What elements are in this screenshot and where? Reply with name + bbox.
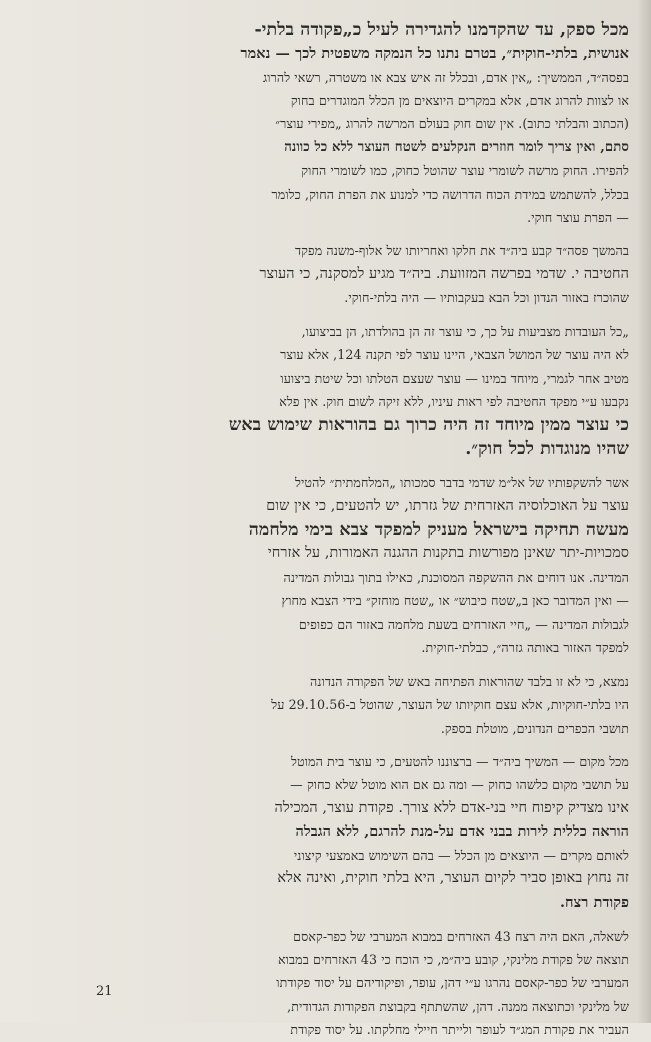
text-line: — הפרת עוצר חוקי. xyxy=(527,210,629,226)
text-line: תושבי הכפרים הנדונים, מוטלת בספק. xyxy=(440,720,629,736)
text-line: של מלינקי וכתוצאה ממנה. דהן, שהשתתף בקבוצת הפקודות הגדודית, xyxy=(287,998,629,1014)
text-line: עוצר על האוכלוסיה האזרחית של גזרתו, יש להטעים, כי אין שום xyxy=(266,497,629,514)
text-line: אינו מצדיק קיפוח חיי בני-אדם ללא צורך. פקודת עוצר, המכילה xyxy=(274,799,629,816)
paragraph-6 xyxy=(20,750,629,915)
text-line: „כל העובדות מצביעות על כך, כי עוצר זה הן בהולדתו, הן בביצועו, xyxy=(301,323,629,339)
text-line: מכל ספק, עד שהקדמנו להגדירה לעיל כ„פקודה בלתי- xyxy=(254,20,629,40)
text-line: מכל מקום — המשיך ביה״ד — ברצוננו להטעים, כי עוצר בית המוטל xyxy=(291,753,629,769)
text-line: אשר להשקפותיו של אל״מ שדמי בדבר סמכותו „המלחמתית״ להטיל xyxy=(295,475,629,491)
paragraph-4 xyxy=(20,471,629,659)
text-line: החטיבה י. שדמי בפרשה המזוועת. ביה״ד מגיע למסקנה, כי העוצר xyxy=(259,265,629,282)
text-line: לשאלה, האם היה רצח 43 האזרחים במבוא המערבי של כפר-קאסם xyxy=(293,928,629,944)
text-line: מטיב אחר לגמרי, מיוחד במינו — עוצר שעצם הטלתו וכל שיטת ביצועו xyxy=(280,370,629,386)
text-line: לא היה עוצר של המושל הצבאי, היינו עוצר לפי תקנה 124, אלא עוצר xyxy=(280,347,629,363)
text-line: שהוכרז באזור הנדון וכל הבא בעקבותיו — היה בלתי-חוקי. xyxy=(344,290,629,306)
text-line: או לצוות להרוג אדם, אלא במקרים היוצאים מן הכלל המוגדרים בחוק xyxy=(290,93,629,108)
paragraph-3 xyxy=(20,320,629,462)
text-line: — ואין המדובר כאן ב„שטח כיבוש״ או „שטח מוחזק״ בידי הצבא מחוץ xyxy=(281,593,629,609)
text-line: לגבולות המדינה — „חיי האזרחים בשעת מלחמה באזור הם כפופים xyxy=(298,616,629,632)
text-line: מעשה תחיקה בישראל מעניק למפקד צבא בימי מלחמה xyxy=(248,520,629,541)
text-line: להפירו. החוק מרשה לשומרי עוצר שהוטל כחוק, כמו לשומרי החוק xyxy=(301,163,629,179)
text-line: פקודת רצח. xyxy=(559,893,629,911)
paragraph-1 xyxy=(20,18,629,229)
text-line: סתם, ואין צריך לומר חוזרים הנקלעים לשטח העוצר ללא כל כוונה xyxy=(284,139,629,155)
text-line: זה נחוץ באופן סביר לקיום העוצר, היא בלתי חוקית, ואינה אלא xyxy=(277,870,629,887)
text-line: המדינה. אנו דוחים את ההשקפה המסוכנת, כאילו בתוך גבולות המדינה xyxy=(283,570,629,586)
text-line: הוראה כללית לירות בבני אדם על-מנת להרגם, ללא הגבלה xyxy=(295,823,629,841)
page-number: 21 xyxy=(96,984,113,999)
text-line: בהמשך פסה״ד קבע ביה״ד את חלקו ואחריותו של אלוף-משנה מפקד xyxy=(295,243,629,259)
text-line: לאותם מקרים — היוצאים מן הכלל — בהם השימוש באמצעי קיצוני xyxy=(293,847,629,863)
text-line: כי עוצר ממין מיוחד זה היה כרוך גם בהוראות שימוש באש xyxy=(228,415,629,436)
text-line: תוצאה של פקודת מלינקי, קובע ביה״מ, כי הוכח כי 43 האזרחים במבוא xyxy=(278,951,629,967)
text-line: סמכויות-יתר שאינן מפורשות בתקנות ההגנה האמורות, על אזרחי xyxy=(267,545,629,562)
text-line: בפסה״ד, הממשיך: „אין אדם, ובכלל זה איש צבא או משטרה, רשאי להרוג xyxy=(263,69,629,85)
text-line: (הכתוב והבלתי כתוב). אין שום חוק בעולם המרשה להרוג „מפירי עוצר״ xyxy=(275,116,629,132)
text-line: נקבעו ע״י מפקד החטיבה לפי ראות עיניו, ללא זיקה לשום חוק. אין פלא xyxy=(279,394,629,410)
text-line: שהיו מנוגדות לכל חוק״. xyxy=(465,439,629,460)
text-line: בכלל, להשתמש במידת הכוח הדרושה כדי למנוע את הפרת החוק, כלומר xyxy=(271,186,629,202)
paragraph-2 xyxy=(20,239,629,309)
text-line: על תושבי מקום כלשהו כחוק — ומה גם אם הוא מוטל שלא כחוק — xyxy=(290,777,629,793)
paragraph-5 xyxy=(20,670,629,740)
text-line: אנושית, בלתי-חוקית״, בטרם נתנו כל הנמקה משפטית לכך — נאמר xyxy=(240,45,629,62)
text-line: נמצא, כי לא זו בלבד שהוראות הפתיחה באש של הפקודה הנדונה xyxy=(310,673,629,689)
text-line: היו בלתי-חוקיות, אלא עצם חוקיותו של העוצר, שהוטל ב-29.10.56 על xyxy=(271,697,629,713)
text-line: העביר את פקודת המג״ד לעופר ולייתר חיילי מחלקתו. על יסוד פקודת xyxy=(290,1022,629,1038)
text-line: למפקד האזור באותה גזרה״, כבלתי-חוקית. xyxy=(421,640,629,656)
text-line: המערבי של כפר-קאסם נהרגו ע״י דהן, עופר, ופיקודיהם על יסוד פקודתו xyxy=(276,975,629,991)
